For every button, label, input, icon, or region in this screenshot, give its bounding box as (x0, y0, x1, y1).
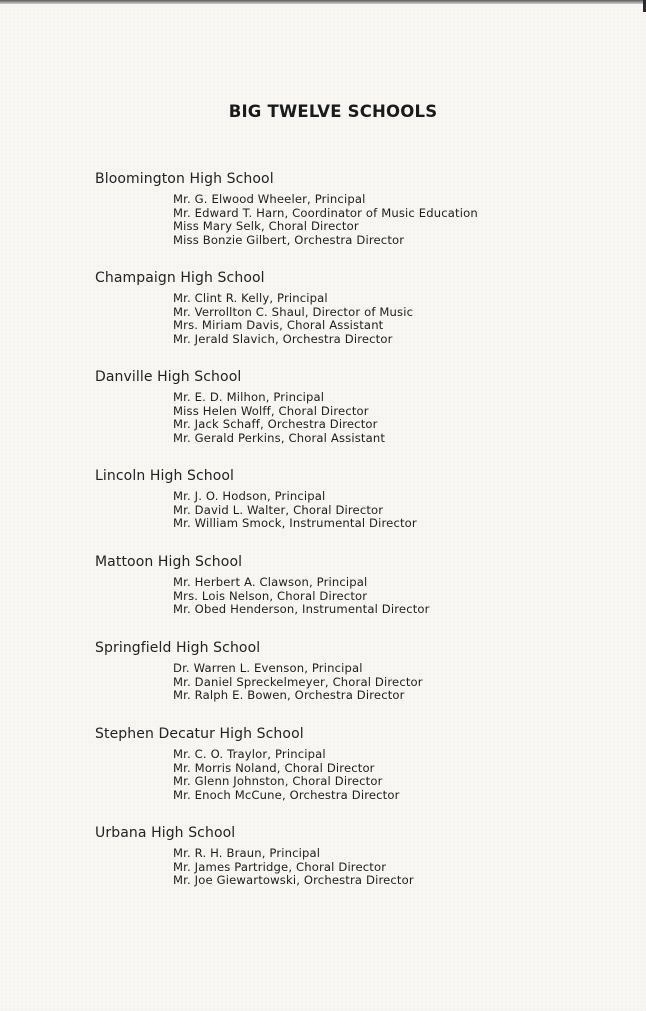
staff-entry: Mr. Obed Henderson, Instrumental Director (173, 602, 430, 616)
staff-entry: Mr. G. Elwood Wheeler, Principal (173, 192, 366, 206)
school-section (95, 170, 615, 269)
page-title: BIG TWELVE SCHOOLS (228, 102, 438, 121)
staff-entry: Mr. Morris Noland, Choral Director (173, 760, 375, 775)
staff-entry: Mr. R. H. Braun, Principal (173, 846, 321, 860)
staff-entry: Mr. Gerald Perkins, Choral Assistant (173, 430, 386, 445)
staff-entry: Mr. William Smock, Instrumental Director (173, 516, 417, 530)
school-section (95, 269, 615, 368)
school-name: Mattoon High School (95, 554, 243, 570)
staff-entry: Mr. Jerald Slavich, Orchestra Director (173, 331, 393, 346)
staff-entry: Mr. David L. Walter, Choral Director (173, 502, 384, 517)
school-name: Urbana High School (95, 825, 236, 841)
staff-list (95, 391, 615, 445)
staff-entry: Mrs. Lois Nelson, Choral Director (173, 588, 368, 603)
school-section (95, 725, 615, 824)
school-section (95, 553, 615, 639)
staff-entry: Mr. E. D. Milhon, Principal (173, 390, 325, 404)
staff-list (95, 576, 615, 617)
staff-list (95, 748, 615, 802)
school-name: Danville High School (95, 369, 242, 385)
school-name: Champaign High School (95, 270, 265, 286)
staff-list (95, 193, 615, 247)
staff-entry: Mr. Herbert A. Clawson, Principal (173, 575, 368, 589)
staff-entry: Miss Mary Selk, Choral Director (173, 219, 359, 233)
staff-entry: Mr. Edward T. Harn, Coordinator of Music Education (173, 205, 478, 220)
staff-entry: Mr. Enoch McCune, Orchestra Director (173, 787, 400, 802)
staff-entry: Mr. Clint R. Kelly, Principal (173, 291, 328, 305)
staff-list (95, 490, 615, 531)
school-name: Stephen Decatur High School (95, 726, 304, 742)
school-section (95, 467, 615, 553)
school-list (95, 170, 615, 910)
staff-list (95, 292, 615, 346)
staff-entry: Mr. James Partridge, Choral Director (173, 859, 387, 874)
school-section (95, 368, 615, 467)
staff-entry: Mrs. Miriam Davis, Choral Assistant (173, 318, 384, 332)
staff-entry: Mr. Daniel Spreckelmeyer, Choral Director (173, 674, 423, 689)
school-name: Springfield High School (95, 640, 261, 656)
school-section (95, 639, 615, 725)
staff-list (95, 847, 615, 888)
school-section (95, 824, 615, 910)
school-name: Bloomington High School (95, 171, 274, 187)
staff-entry: Mr. C. O. Traylor, Principal (173, 747, 326, 761)
staff-entry: Dr. Warren L. Evenson, Principal (173, 661, 363, 675)
staff-entry: Mr. Verrollton C. Shaul, Director of Music (173, 304, 414, 319)
staff-entry: Mr. Joe Giewartowski, Orchestra Director (173, 873, 414, 887)
staff-entry: Miss Helen Wolff, Choral Director (173, 403, 369, 418)
staff-entry: Mr. Jack Schaff, Orchestra Director (173, 417, 378, 431)
staff-list (95, 662, 615, 703)
staff-entry: Miss Bonzie Gilbert, Orchestra Director (173, 232, 405, 247)
school-name: Lincoln High School (95, 468, 235, 484)
staff-entry: Mr. Glenn Johnston, Choral Director (173, 774, 383, 788)
page-top-edge (0, 0, 646, 4)
staff-entry: Mr. J. O. Hodson, Principal (173, 489, 326, 503)
staff-entry: Mr. Ralph E. Bowen, Orchestra Director (173, 688, 405, 702)
